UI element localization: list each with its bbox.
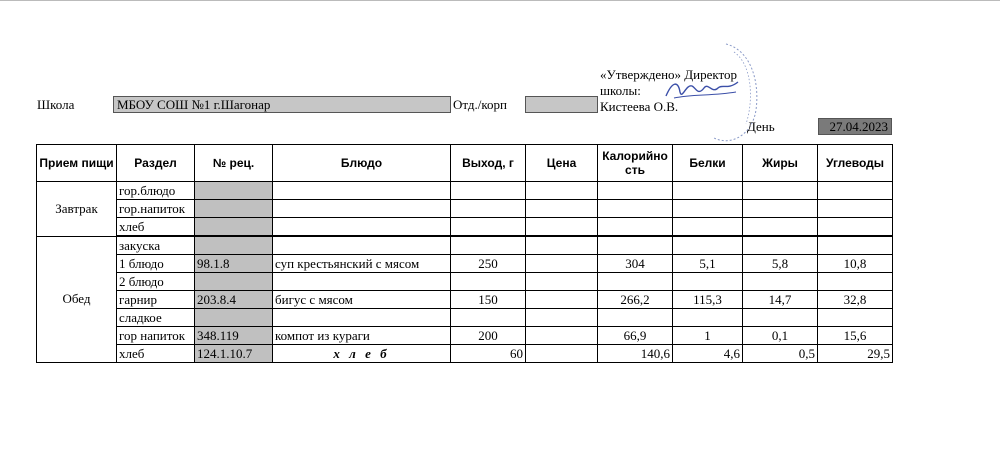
dish-cell[interactable] — [273, 273, 451, 291]
output-cell[interactable]: 60 — [451, 345, 526, 363]
dish-cell[interactable]: х л е б — [273, 345, 451, 363]
calories-cell[interactable] — [598, 309, 673, 327]
fat-cell[interactable]: 0,1 — [743, 327, 818, 345]
fat-cell[interactable] — [743, 309, 818, 327]
dish-cell[interactable] — [273, 200, 451, 218]
fat-cell[interactable] — [743, 218, 818, 237]
protein-cell[interactable] — [673, 218, 743, 237]
dept-label: Отд./корп — [453, 97, 507, 112]
column-header-price: Цена — [526, 145, 598, 182]
fat-cell[interactable] — [743, 200, 818, 218]
recipe-cell[interactable] — [195, 236, 273, 255]
day-label: День — [747, 119, 775, 134]
fat-cell[interactable] — [743, 236, 818, 255]
calories-cell[interactable]: 304 — [598, 255, 673, 273]
table-row — [37, 309, 893, 327]
recipe-cell[interactable] — [195, 218, 273, 237]
carbs-cell[interactable] — [818, 200, 893, 218]
recipe-cell[interactable]: 98.1.8 — [195, 255, 273, 273]
carbs-cell[interactable] — [818, 218, 893, 237]
table-row — [37, 291, 893, 309]
table-row — [37, 236, 893, 255]
protein-cell[interactable]: 115,3 — [673, 291, 743, 309]
calories-cell[interactable]: 140,6 — [598, 345, 673, 363]
calories-cell[interactable] — [598, 200, 673, 218]
section-cell: закуска — [117, 236, 195, 255]
dish-cell[interactable]: суп крестьянский с мясом — [273, 255, 451, 273]
menu-table — [36, 144, 893, 363]
carbs-cell[interactable]: 32,8 — [818, 291, 893, 309]
recipe-cell[interactable] — [195, 182, 273, 200]
school-label: Школа — [37, 97, 75, 112]
protein-cell[interactable]: 1 — [673, 327, 743, 345]
column-header-calories: Калорийно сть — [598, 145, 673, 182]
price-cell[interactable] — [526, 327, 598, 345]
section-cell: сладкое — [117, 309, 195, 327]
meal-breakfast: Завтрак — [37, 182, 117, 237]
section-cell: хлеб — [117, 218, 195, 237]
recipe-cell[interactable] — [195, 273, 273, 291]
recipe-cell[interactable]: 348.119 — [195, 327, 273, 345]
table-row — [37, 273, 893, 291]
section-cell: 1 блюдо — [117, 255, 195, 273]
output-cell[interactable] — [451, 273, 526, 291]
dish-cell[interactable]: компот из кураги — [273, 327, 451, 345]
meal-lunch: Обед — [37, 236, 117, 363]
section-cell: 2 блюдо — [117, 273, 195, 291]
output-cell[interactable] — [451, 200, 526, 218]
protein-cell[interactable] — [673, 236, 743, 255]
price-cell[interactable] — [526, 182, 598, 200]
calories-cell[interactable]: 266,2 — [598, 291, 673, 309]
dish-cell[interactable] — [273, 182, 451, 200]
director-name: Кистеева О.В. — [600, 99, 679, 114]
table-row — [37, 345, 893, 363]
fat-cell[interactable]: 14,7 — [743, 291, 818, 309]
dept-field[interactable] — [525, 96, 598, 113]
protein-cell[interactable] — [673, 182, 743, 200]
top-border-line — [0, 0, 1000, 1]
table-row — [37, 182, 893, 200]
calories-cell[interactable] — [598, 182, 673, 200]
table-row — [37, 327, 893, 345]
recipe-cell[interactable] — [195, 200, 273, 218]
table-row — [37, 255, 893, 273]
fat-cell[interactable] — [743, 182, 818, 200]
column-header-recipe: № рец. — [195, 145, 273, 182]
carbs-cell[interactable]: 15,6 — [818, 327, 893, 345]
output-cell[interactable]: 200 — [451, 327, 526, 345]
section-cell: хлеб — [117, 345, 195, 363]
fat-cell[interactable]: 5,8 — [743, 255, 818, 273]
protein-cell[interactable]: 4,6 — [673, 345, 743, 363]
column-header-fat: Жиры — [743, 145, 818, 182]
dish-cell[interactable]: бигус с мясом — [273, 291, 451, 309]
calories-cell[interactable] — [598, 218, 673, 237]
calories-cell[interactable] — [598, 236, 673, 255]
column-header-dish: Блюдо — [273, 145, 451, 182]
calories-cell[interactable] — [598, 273, 673, 291]
calories-cell[interactable]: 66,9 — [598, 327, 673, 345]
section-cell: гор.блюдо — [117, 182, 195, 200]
column-header-meal: Прием пищи — [37, 145, 117, 182]
output-cell[interactable]: 150 — [451, 291, 526, 309]
column-header-protein: Белки — [673, 145, 743, 182]
table-header-row — [37, 145, 893, 182]
table-row — [37, 200, 893, 218]
column-header-section: Раздел — [117, 145, 195, 182]
protein-cell[interactable] — [673, 273, 743, 291]
column-header-output: Выход, г — [451, 145, 526, 182]
school-name-field[interactable]: МБОУ СОШ №1 г.Шагонар — [113, 96, 451, 113]
fat-cell[interactable]: 0,5 — [743, 345, 818, 363]
protein-cell[interactable] — [673, 309, 743, 327]
price-cell[interactable] — [526, 236, 598, 255]
price-cell[interactable] — [526, 291, 598, 309]
recipe-cell[interactable]: 124.1.10.7 — [195, 345, 273, 363]
column-header-carbs: Углеводы — [818, 145, 893, 182]
approved-line-2: школы: — [600, 83, 641, 98]
output-cell[interactable] — [451, 236, 526, 255]
output-cell[interactable] — [451, 218, 526, 237]
section-cell: гарнир — [117, 291, 195, 309]
protein-cell[interactable] — [673, 200, 743, 218]
carbs-cell[interactable]: 10,8 — [818, 255, 893, 273]
table-row — [37, 218, 893, 237]
carbs-cell[interactable] — [818, 182, 893, 200]
fat-cell[interactable] — [743, 273, 818, 291]
section-cell: гор напиток — [117, 327, 195, 345]
section-cell: гор.напиток — [117, 200, 195, 218]
date-field[interactable]: 27.04.2023 — [818, 118, 892, 135]
output-cell[interactable]: 250 — [451, 255, 526, 273]
price-cell[interactable] — [526, 309, 598, 327]
carbs-cell[interactable] — [818, 236, 893, 255]
recipe-cell[interactable]: 203.8.4 — [195, 291, 273, 309]
price-cell[interactable] — [526, 255, 598, 273]
price-cell[interactable] — [526, 345, 598, 363]
output-cell[interactable] — [451, 309, 526, 327]
dish-cell[interactable] — [273, 236, 451, 255]
recipe-cell[interactable] — [195, 309, 273, 327]
dish-cell[interactable] — [273, 309, 451, 327]
output-cell[interactable] — [451, 182, 526, 200]
carbs-cell[interactable] — [818, 273, 893, 291]
price-cell[interactable] — [526, 273, 598, 291]
approved-line-1: «Утверждено» Директор — [600, 67, 738, 82]
protein-cell[interactable]: 5,1 — [673, 255, 743, 273]
price-cell[interactable] — [526, 218, 598, 237]
carbs-cell[interactable] — [818, 309, 893, 327]
carbs-cell[interactable]: 29,5 — [818, 345, 893, 363]
price-cell[interactable] — [526, 200, 598, 218]
dish-cell[interactable] — [273, 218, 451, 237]
